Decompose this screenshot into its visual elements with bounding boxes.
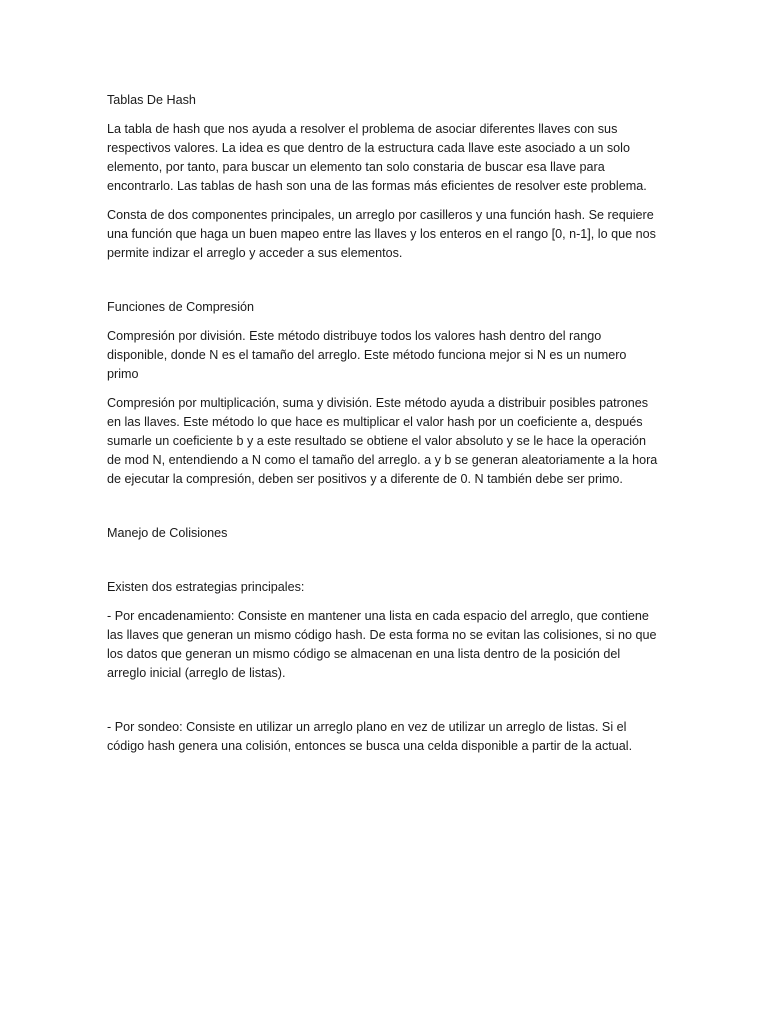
paragraph-line: una función que haga un buen mapeo entre las llaves y los enteros en el rango [0, n-1], lo que nos [107,227,656,241]
paragraph-line: La tabla de hash que nos ayuda a resolver el problema de asociar diferentes llaves con sus [107,122,618,136]
paragraph-line: Consta de dos componentes principales, un arreglo por casilleros y una función hash. Se requiere [107,208,654,222]
collisions-heading: Manejo de Colisiones [107,526,228,540]
paragraph-line: respectivos valores. La idea es que dentro de la estructura cada llave este asociado a un solo [107,141,630,155]
division-paragraph [107,327,672,384]
paragraph-line: en las llaves. Este método lo que hace es multiplicar el valor hash por un coeficiente a, después [107,415,643,429]
paragraph-line: encontrarlo. Las tablas de hash son una de las formas más eficientes de resolver este problema. [107,179,647,193]
paragraph-line: elemento, por tanto, para buscar un elemento tan solo constaria de buscar esa llave para [107,160,605,174]
probing-paragraph [107,718,672,756]
paragraph-line: arreglo inicial (arreglo de listas). [107,666,286,680]
paragraph-line: Compresión por división. Este método distribuye todos los valores hash dentro del rango [107,329,602,343]
paragraph-line: - Por encadenamiento: Consiste en mantener una lista en cada espacio del arreglo, que contiene [107,609,649,623]
paragraph-line: sumarle un coeficiente b y a este resultado se obtiene el valor absoluto y se le hace la operación [107,434,647,448]
chaining-paragraph [107,607,672,683]
document-title: Tablas De Hash [107,93,196,107]
paragraph-line: las llaves que generan un mismo código hash. De esta forma no se evitan las colisiones, si no que [107,628,657,642]
paragraph-line: de ejecutar la compresión, deben ser positivos y a diferente de 0. N también debe ser primo. [107,472,623,486]
paragraph-line: de mod N, entendiendo a N como el tamaño del arreglo. a y b se generan aleatoriamente a la hora [107,453,658,467]
paragraph-line: permite indizar el arreglo y acceder a sus elementos. [107,246,403,260]
strategies-intro: Existen dos estrategias principales: [107,580,305,594]
intro-paragraph [107,120,672,196]
paragraph-line: - Por sondeo: Consiste en utilizar un arreglo plano en vez de utilizar un arreglo de listas. Si el [107,720,627,734]
mad-paragraph [107,394,672,489]
paragraph-line: primo [107,367,139,381]
paragraph-line: los datos que generan un mismo código se almacenan en una lista dentro de la posición del [107,647,621,661]
document-body [107,91,672,756]
components-paragraph [107,206,672,263]
compression-heading: Funciones de Compresión [107,300,255,314]
paragraph-line: disponible, donde N es el tamaño del arreglo. Este método funciona mejor si N es un numero [107,348,627,362]
paragraph-line: código hash genera una colisión, entonces se busca una celda disponible a partir de la actual. [107,739,633,753]
paragraph-line: Compresión por multiplicación, suma y división. Este método ayuda a distribuir posibles patrones [107,396,649,410]
